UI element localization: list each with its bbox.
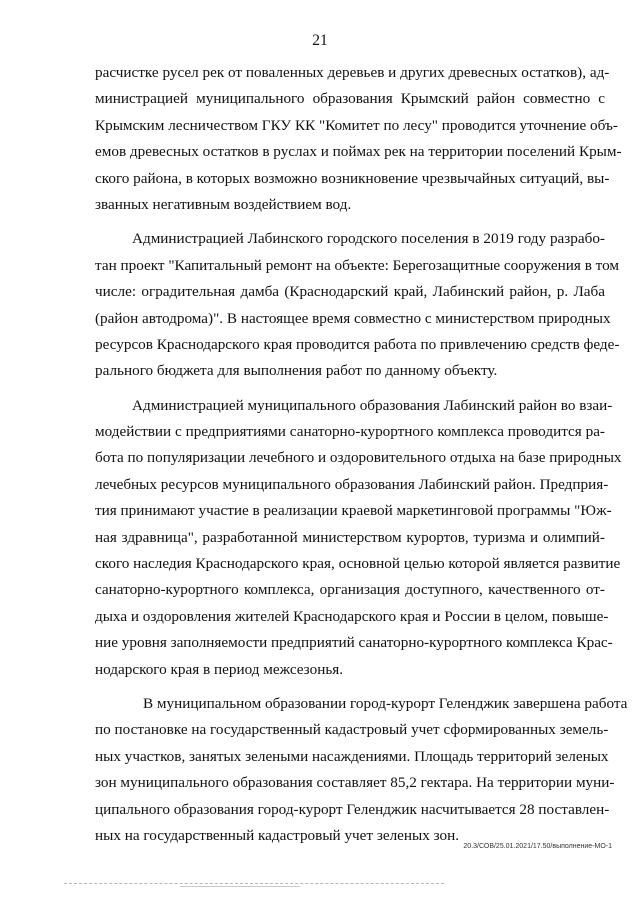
text-line: тан проект "Капитальный ремонт на объекте: Берегозащитные сооружения в том	[95, 256, 620, 274]
document-body	[95, 60, 628, 849]
text-line: ского района, в которых возможно возникновение чрезвычайных ситуаций, вы-	[95, 169, 610, 187]
text-line: емов древесных остатков в руслах и поймах рек на территории поселений Крым-	[95, 143, 622, 161]
paragraph	[95, 691, 628, 849]
text-line: ского наследия Краснодарского края, основной целью которой является развитие	[95, 555, 621, 573]
paragraph	[95, 393, 622, 683]
text-line: бота по популяризации лечебного и оздоровительного отдыха на базе природных	[95, 449, 622, 467]
text-line: ных на государственный кадастровый учет зеленых зон.	[95, 826, 460, 844]
paragraph	[95, 226, 620, 384]
scan-artifact-line	[180, 886, 300, 887]
text-line: лечебных ресурсов муниципального образования Лабинский район. Предприя-	[95, 475, 609, 493]
text-line: расчистке русел рек от поваленных деревьев и других древесных остатков), ад-	[95, 64, 610, 81]
text-line: санаторно-курортного комплекса, организация доступного, качественного от-	[95, 581, 605, 599]
text-line: нодарского края в период межсезонья.	[95, 660, 344, 678]
text-line: ние уровня заполняемости предприятий санаторно-курортного комплекса Крас-	[95, 634, 613, 652]
text-line: званных негативным воздействием вод.	[95, 195, 352, 213]
text-line: дыха и оздоровления жителей Краснодарского края и России в целом, повыше-	[95, 607, 609, 625]
text-line: ресурсов Краснодарского края проводится работа по привлечению средств феде-	[95, 335, 620, 353]
text-line: ная здравница", разработанной министерством курортов, туризма и олимпий-	[95, 528, 605, 546]
text-line: модействии с предприятиями санаторно-курортного комплекса проводится ра-	[95, 423, 605, 441]
text-line: зон муниципального образования составляет 85,2 гектара. На территории муни-	[95, 774, 615, 792]
text-line: по постановке на государственный кадастровый учет сформированных земель-	[95, 721, 609, 739]
text-line: В муниципальном образовании город-курорт Геленджик завершена работа	[143, 694, 628, 712]
scan-artifact-line	[64, 883, 444, 884]
text-line: тия принимают участие в реализации краевой маркетинговой программы "Юж-	[95, 502, 612, 520]
text-line: Крымским лесничеством ГКУ КК "Комитет по лесу" проводится уточнение объ-	[95, 116, 618, 134]
text-line: министрацией муниципального образования Крымский район совместно с	[95, 90, 605, 108]
text-line: ципального образования город-курорт Геленджик насчитывается 28 поставлен-	[95, 800, 610, 818]
page-number: 21	[312, 32, 328, 49]
document-footer-code: 20.3/СОВ/25.01.2021/17.50/выполнение-МО-1	[463, 843, 612, 850]
text-line: Администрацией муниципального образования Лабинский район во взаи-	[132, 396, 613, 414]
text-line: Администрацией Лабинского городского поселения в 2019 году разрабо-	[132, 230, 605, 248]
paragraph	[95, 60, 622, 218]
text-line: (район автодрома)". В настоящее время совместно с министерством природных	[95, 309, 611, 327]
text-line: ных участков, занятых зелеными насаждениями. Площадь территорий зеленых	[95, 747, 609, 765]
text-line: числе: оградительная дамба (Краснодарский край, Лабинский район, р. Лаба	[95, 283, 605, 301]
text-line: рального бюджета для выполнения работ по данному объекту.	[95, 362, 498, 380]
